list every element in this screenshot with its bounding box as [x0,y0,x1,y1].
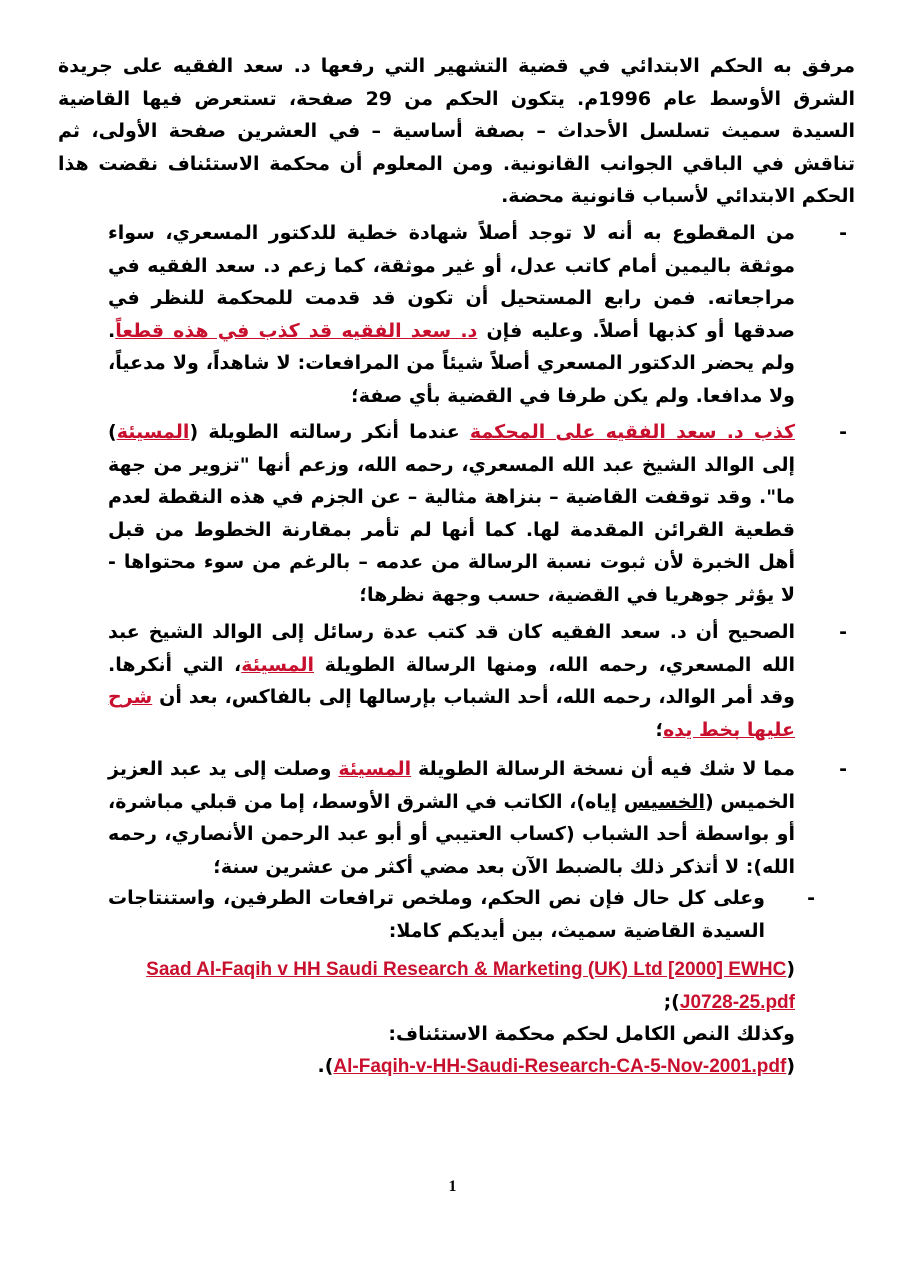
bullet-item-1 [108,217,855,412]
bullet-item-2 [108,416,855,611]
bullet-dash: - [839,421,847,443]
bullet-item-3 [108,616,855,746]
bullet-item-4 [108,753,855,883]
bullet-3-highlight-1: المسيئة [241,653,314,676]
bullet-1-highlight: د. سعد الفقيه قد كذب في هذه قطعاً [115,319,478,342]
bullet-4-text-a: مما لا شك فيه أن نسخة الرسالة الطويلة [411,758,795,780]
paren-close: ). [317,1055,334,1077]
paren-open: ( [786,958,795,980]
bullet-2-highlight-2: المسيئة [116,421,190,443]
bullet-3-text-c: ؛ [655,718,664,741]
judgment-link-line [110,953,795,1019]
bullet-1-text-b: . ولم يحضر الدكتور المسعري أصلاً شيئاً من المرافعات: لا شاهداً، ولا مدعياً، ولا مدافعا. ولم يكن طرفا في القضية بأي صفة؛ [108,319,795,407]
paren-close: ); [663,991,680,1013]
bullet-3-text-a: الصحيح أن د. سعد الفقيه كان قد كتب عدة رسائل إلى الوالد الشيخ عبد الله المسعري، رحمه الله، ومنها الرسالة الطويلة [108,621,795,676]
bullet-dash: - [807,887,815,909]
intro-paragraph: مرفق به الحكم الابتدائي في قضية التشهير التي رفعها د. سعد الفقيه على جريدة الشرق الأوسط عام 1996م. يتكون الحكم من 29 صفحة، تستعرض فيها القاضية السيدة سميث تسلسل الأحداث – بصفة أساسية – في العشرين صفحة الأولى، ثم تناقش في الباقي الجوانب القانونية. ومن المعلوم أن محكمة الاستئناف نقضت هذا الحكم الابتدائي لأسباب قانونية محضة. [58,55,855,207]
appeal-pdf-link[interactable]: Al-Faqih-v-HH-Saudi-Research-CA-5-Nov-2001.pdf [333,1056,787,1077]
paren-open: ( [786,1055,795,1077]
bullet-item-5 [108,882,855,947]
bullet-5-text: وعلى كل حال فإن نص الحكم، وملخص ترافعات الطرفين، واستنتاجات السيدة القاضية سميث، بين أيديكم كاملا: [108,887,765,942]
bullet-3-text-b: ، التي أنكرها. وقد أمر الوالد، رحمه الله، أحد الشباب بإرسالها إلى بالفاكس، بعد أن [108,653,795,708]
appeal-link-line [110,1050,795,1083]
bullet-4-highlight: المسيئة [338,758,412,780]
bullet-4-text-b: وصلت إلى يد عبد العزيز الخميس ( [108,758,795,813]
bullet-dash: - [839,222,847,244]
bullet-4-text-c: إياه)، الكاتب في الشرق الأوسط، إما من قبلي مباشرة، أو بواسطة أحد الشباب (كساب العتيبي أو أبو عبد الرحمن الأنصاري، رحمه الله): لا أتذكر ذلك بالضبط الآن بعد مضي أكثر من عشرين سنة؛ [107,790,795,878]
bullet-dash: - [839,758,847,780]
bullet-1-text-a: من المقطوع به أنه لا توجد أصلاً شهادة خطية للدكتور المسعري، سواء موثقة باليمين أمام كاتب عدل، أو غير موثقة، كما زعم د. سعد الفقيه في مراجعاته. فمن رابع المستحيل أن تكون قد قدمت للمحكمة للنظر في صدقها أو كذبها أصلاً. وعليه فإن [108,222,795,342]
bullet-2-highlight-1: كذب د. سعد الفقيه على المحكمة [469,421,795,443]
bullet-2-text-b: ) إلى الوالد الشيخ عبد الله المسعري، رحمه الله، وزعم أنها "تزوير من جهة ما". وقد توقفت القاضية – بنزاهة مثالية – عن الجزم في هذه النقطة لعدم قطعية القرائن المقدمة لها. كما أنها لم تأمر بمقارنة الخطوط من قبل أهل الخبرة لأن ثبوت نسبة الرسالة من عدمه – بالرغم من سوء محتواها - لا يؤثر جوهريا في القضية، حسب وجهة نظرها؛ [108,421,795,606]
appeal-intro-line: وكذلك النص الكامل لحكم محكمة الاستئناف: [388,1023,795,1045]
bullet-2-text-a: عندما أنكر رسالته الطويلة ( [189,421,470,443]
bullet-3-highlight-2: شرح عليها بخط يده [108,686,795,741]
judgment-pdf-link[interactable]: Saad Al-Faqih v HH Saudi Research & Marketing (UK) Ltd [2000] EWHC J0728-25.pdf [146,959,795,1013]
bullet-dash: - [839,621,847,643]
bullet-4-underlined: الخسيس [623,790,705,813]
page-number: 1 [448,1178,457,1195]
